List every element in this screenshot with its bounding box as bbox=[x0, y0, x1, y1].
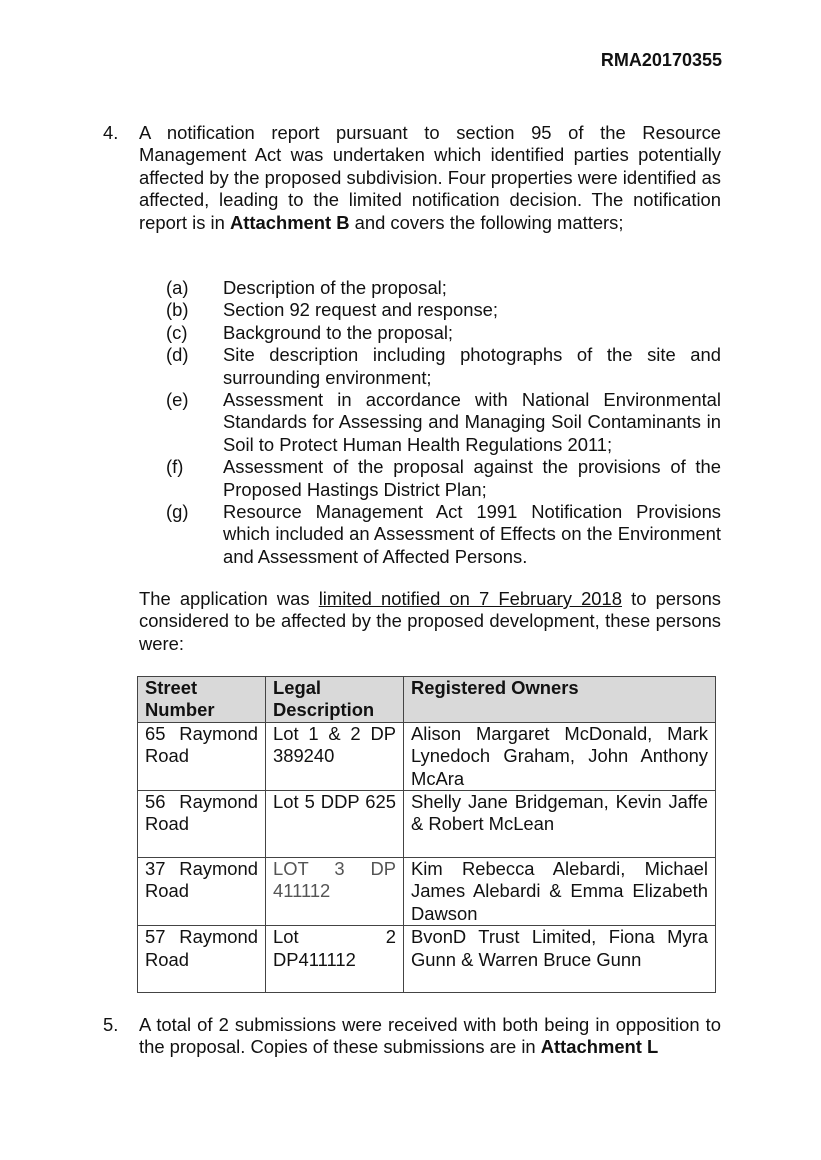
document-reference: RMA20170355 bbox=[600, 50, 722, 70]
notification-text: The application was bbox=[139, 588, 319, 609]
table-row bbox=[138, 791, 716, 858]
street-cell: 65 Raymond Road bbox=[138, 722, 266, 790]
paragraph-number: 4. bbox=[103, 122, 119, 143]
list-text: Site description including photographs of the site and surrounding environment; bbox=[223, 344, 721, 388]
notification-paragraph bbox=[139, 588, 721, 655]
matters-list bbox=[166, 277, 721, 568]
list-text: Section 92 request and response; bbox=[223, 299, 499, 321]
paragraph-text: A notification report pursuant to section 95 of the Resource Management Act was undertaken which identified parties potentially affected by the proposed subdivision. Four properties were identified as affected, leading to the limited notification decision. The notification report is in bbox=[139, 122, 721, 233]
list-label: (b) bbox=[166, 299, 189, 321]
list-label: (a) bbox=[166, 277, 189, 298]
paragraph-5 bbox=[103, 1014, 721, 1059]
legal-cell: Lot 5 DDP 625 bbox=[266, 791, 404, 858]
list-item bbox=[166, 456, 721, 501]
notification-date: limited notified on 7 February 2018 bbox=[318, 588, 622, 609]
list-text: Resource Management Act 1991 Notification Provisions which included an Assessment of Effects on the Environment and Assessment of Affected Persons. bbox=[223, 501, 721, 567]
table-row bbox=[138, 926, 716, 993]
legal-cell: Lot 1 & 2 DP 389240 bbox=[266, 722, 404, 790]
list-label: (g) bbox=[166, 501, 189, 523]
list-text: Assessment in accordance with National Environmental Standards for Assessing and Managing Soil Contaminants in Soil to Protect Human Health Regulations 2011; bbox=[223, 389, 721, 455]
list-label: (c) bbox=[166, 321, 188, 343]
list-item bbox=[166, 501, 721, 568]
legal-cell: LOT 3 DP 411112 bbox=[266, 858, 404, 926]
owners-cell: BvonD Trust Limited, Fiona Myra Gunn & Warren Bruce Gunn bbox=[404, 926, 716, 993]
list-text: Assessment of the proposal against the provisions of the Proposed Hastings District Plan; bbox=[223, 456, 721, 500]
street-cell: 56 Raymond Road bbox=[138, 791, 266, 858]
paragraph-text: A total of 2 submissions were received with both being in opposition to the proposal. Copies of these submissions are in bbox=[139, 1014, 721, 1058]
column-header-street: Street Number bbox=[138, 677, 266, 723]
attachment-reference: Attachment L bbox=[540, 1036, 659, 1058]
paragraph-body bbox=[139, 1014, 721, 1059]
paragraph-text: and covers the following matters; bbox=[349, 211, 624, 233]
list-item bbox=[166, 277, 721, 299]
street-cell: 37 Raymond Road bbox=[138, 858, 266, 926]
legal-cell: Lot 2 DP411112 bbox=[266, 926, 404, 993]
attachment-reference: Attachment B bbox=[229, 211, 350, 233]
list-label: (f) bbox=[166, 456, 184, 478]
list-text: Background to the proposal; bbox=[223, 321, 454, 343]
table-row bbox=[138, 722, 716, 790]
list-item bbox=[166, 299, 721, 321]
notification-text: to persons considered to be affected by the proposed development, these persons were: bbox=[139, 588, 722, 654]
column-header-owners: Registered Owners bbox=[404, 677, 716, 723]
owners-cell: Alison Margaret McDonald, Mark Lynedoch Graham, John Anthony McAra bbox=[404, 722, 716, 790]
paragraph-number: 5. bbox=[103, 1014, 119, 1035]
street-cell: 57 Raymond Road bbox=[138, 926, 266, 993]
paragraph-body bbox=[139, 122, 721, 234]
affected-persons-table bbox=[137, 676, 716, 993]
list-text: Description of the proposal; bbox=[223, 277, 447, 298]
paragraph-4 bbox=[103, 122, 721, 234]
list-label: (e) bbox=[166, 389, 189, 411]
owners-cell: Shelly Jane Bridgeman, Kevin Jaffe & Robert McLean bbox=[404, 791, 716, 858]
list-item bbox=[166, 389, 721, 456]
list-label: (d) bbox=[166, 344, 189, 366]
owners-cell: Kim Rebecca Alebardi, Michael James Alebardi & Emma Elizabeth Dawson bbox=[404, 858, 716, 926]
table-row bbox=[138, 858, 716, 926]
list-item bbox=[166, 322, 721, 344]
list-item bbox=[166, 344, 721, 389]
table-header-row bbox=[138, 677, 716, 723]
column-header-legal: Legal Description bbox=[266, 677, 404, 723]
